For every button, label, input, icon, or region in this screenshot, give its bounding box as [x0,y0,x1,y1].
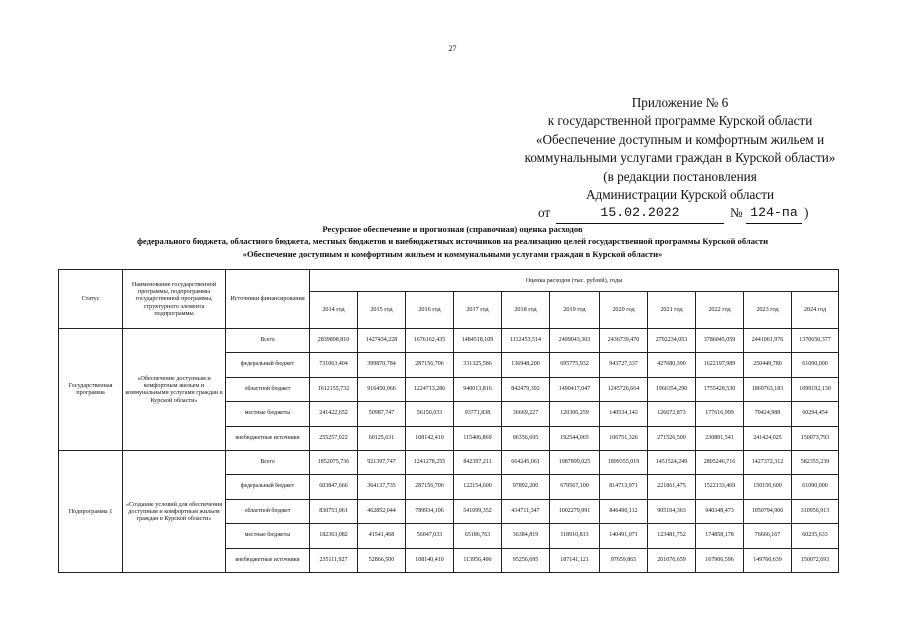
value-cell: 136948,200 [502,353,550,377]
value-cell: 95256,695 [502,548,550,572]
value-cell: 830753,061 [310,499,358,523]
close-paren: ) [804,205,809,221]
appendix-line: Администрации Курской области [585,187,775,203]
resolution-date: 15.02.2022 [556,204,724,223]
value-cell: 679567,100 [550,475,600,499]
value-cell: 434711,347 [502,499,550,523]
value-cell: 108142,410 [406,426,454,450]
table-row [59,329,839,353]
document-heading [0,223,905,260]
value-cell: 3786045,059 [696,329,744,353]
value-cell: 65186,763 [454,524,502,548]
value-cell: 56047,033 [406,524,454,548]
value-cell: 120306,259 [550,402,600,426]
value-cell: 113956,496 [454,548,502,572]
value-cell: 115406,869 [454,426,502,450]
value-cell: 192544,065 [550,426,600,450]
heading-line: федерального бюджета, областного бюджета, местных бюджетов и внебюджетных источников на реализацию целей государственной программы Курской области [136,236,769,247]
value-cell: 60125,631 [358,426,406,450]
value-cell: 814713,971 [600,475,648,499]
value-cell: 167906,596 [696,548,744,572]
value-cell: 93771,838 [454,402,502,426]
source-cell: внебюджетные источники [226,426,310,450]
value-cell: 331325,586 [454,353,502,377]
appendix-block [490,94,870,222]
value-cell: 846490,112 [600,499,648,523]
value-cell: 940348,473 [696,499,744,523]
value-cell: 1224713,286 [406,377,454,401]
value-cell: 122154,600 [454,475,502,499]
appendix-line: (в редакции постановления [603,168,757,184]
value-cell: 79424,988 [744,402,792,426]
year-header: 2018 год [502,292,550,329]
resource-table [58,269,839,573]
value-cell: 221861,475 [648,475,696,499]
year-header: 2020 год [600,292,648,329]
value-cell: 1899355,019 [600,450,648,474]
value-cell: 76666,167 [744,524,792,548]
heading-line: Ресурсное обеспечение и прогнозная (справочная) оценка расходов [322,224,583,234]
value-cell: 108140,410 [406,548,454,572]
value-cell: 60235,633 [792,524,839,548]
year-header: 2017 год [454,292,502,329]
value-cell: 60294,454 [792,402,839,426]
value-cell: 1852075,736 [310,450,358,474]
header-row [59,270,839,292]
value-cell: 36384,819 [502,524,550,548]
year-header: 2016 год [406,292,454,329]
value-cell: 603847,666 [310,475,358,499]
value-cell: 182363,082 [310,524,358,548]
year-header: 2021 год [648,292,696,329]
value-cell: 943727,337 [600,353,648,377]
value-cell: 2436739,470 [600,329,648,353]
value-cell: 664245,061 [502,450,550,474]
value-cell: 61090,000 [792,353,839,377]
value-cell: 2792234,053 [648,329,696,353]
value-cell: 310956,913 [792,499,839,523]
value-cell: 2839898,810 [310,329,358,353]
appendix-line: «Обеспечение доступным и комфортным жильем и [535,131,825,147]
date-prefix: от [538,205,551,221]
value-cell: 1484518,109 [454,329,502,353]
resolution-date-line [490,204,870,222]
appendix-line: Приложение № 6 [631,95,729,110]
value-cell: 50987,747 [358,402,406,426]
value-cell: 106751,326 [600,426,648,450]
value-cell: 1451524,249 [648,450,696,474]
value-cell: 150150,600 [744,475,792,499]
value-cell: 1427372,312 [744,450,792,474]
value-cell: 789934,106 [406,499,454,523]
page-number: 27 [448,44,457,53]
header-name: Наименование государственной программы, подпрограммы государственной программы, структурного элемента подпрограммы [123,270,226,329]
year-header: 2023 год [744,292,792,329]
value-cell: 287156,706 [406,353,454,377]
value-cell: 149760,639 [744,548,792,572]
value-cell: 1869763,183 [744,377,792,401]
value-cell: 1370650,377 [792,329,839,353]
source-cell: федеральный бюджет [226,353,310,377]
source-cell: областной бюджет [226,499,310,523]
value-cell: 1112453,514 [502,329,550,353]
year-header: 2015 год [358,292,406,329]
value-cell: 174858,178 [696,524,744,548]
year-header: 2024 год [792,292,839,329]
appendix-line: к государственной программе Курской области [547,113,813,129]
value-cell: 1245726,664 [600,377,648,401]
value-cell: 271526,500 [648,426,696,450]
table-row [59,450,839,474]
source-cell: Всего [226,329,310,353]
value-cell: 140534,143 [600,402,648,426]
value-cell: 1522133,469 [696,475,744,499]
value-cell: 1755428,530 [696,377,744,401]
year-header: 2022 год [696,292,744,329]
value-cell: 41541,468 [358,524,406,548]
header-estimate: Оценка расходов (тыс. рублей), годы [310,270,839,292]
value-cell: 695775,932 [550,353,600,377]
header-status: Статус [59,270,123,329]
value-cell: 1966354,290 [648,377,696,401]
value-cell: 255257,022 [310,426,358,450]
value-cell: 287156,706 [406,475,454,499]
source-cell: федеральный бюджет [226,475,310,499]
value-cell: 2441061,976 [744,329,792,353]
value-cell: 1490417,047 [550,377,600,401]
value-cell: 97892,200 [502,475,550,499]
value-cell: 2499043,303 [550,329,600,353]
source-cell: Всего [226,450,310,474]
value-cell: 582355,239 [792,450,839,474]
value-cell: 1427434,228 [358,329,406,353]
heading-line: «Обеспечение доступным и комфортным жильем и коммунальными услугами граждан в Курской области» [242,248,663,259]
value-cell: 201076,659 [648,548,696,572]
value-cell: 905104,363 [648,499,696,523]
value-cell: 842479,392 [502,377,550,401]
value-cell: 96356,695 [502,426,550,450]
value-cell: 118910,813 [550,524,600,548]
value-cell: 842397,211 [454,450,502,474]
value-cell: 1676162,435 [406,329,454,353]
value-cell: 1099192,130 [792,377,839,401]
value-cell: 1002279,991 [550,499,600,523]
value-cell: 399870,784 [358,353,406,377]
value-cell: 187141,121 [550,548,600,572]
value-cell: 1612155,732 [310,377,358,401]
source-cell: внебюджетные источники [226,548,310,572]
value-cell: 364137,735 [358,475,406,499]
status-cell: Подпрограмма 1 [59,450,123,572]
value-cell: 2805246,716 [696,450,744,474]
value-cell: 56150,033 [406,402,454,426]
value-cell: 36669,227 [502,402,550,426]
source-cell: областной бюджет [226,377,310,401]
value-cell: 1241278,255 [406,450,454,474]
value-cell: 250449,780 [744,353,792,377]
value-cell: 1987899,025 [550,450,600,474]
appendix-line: коммунальными услугами граждан в Курской области» [524,150,836,166]
value-cell: 241424,025 [744,426,792,450]
source-cell: местные бюджеты [226,402,310,426]
value-cell: 177616,999 [696,402,744,426]
value-cell: 731063,404 [310,353,358,377]
value-cell: 230801,541 [696,426,744,450]
status-cell: Государственная программа [59,329,123,451]
value-cell: 541099,352 [454,499,502,523]
value-cell: 126672,873 [648,402,696,426]
number-prefix: № [730,205,743,221]
program-name-cell: «Создание условий для обеспечения доступным и комфортным жильем граждан в Курской области» [123,450,226,572]
value-cell: 916450,066 [358,377,406,401]
value-cell: 52866,500 [358,548,406,572]
value-cell: 1622197,989 [696,353,744,377]
value-cell: 97659,865 [600,548,648,572]
value-cell: 150073,793 [792,426,839,450]
value-cell: 123481,752 [648,524,696,548]
header-source: Источники финансирования [226,270,310,329]
year-header: 2019 год [550,292,600,329]
year-header: 2014 год [310,292,358,329]
value-cell: 462852,044 [358,499,406,523]
value-cell: 940013,816 [454,377,502,401]
table-body [59,329,839,573]
value-cell: 241422,652 [310,402,358,426]
value-cell: 427680,390 [648,353,696,377]
value-cell: 921397,747 [358,450,406,474]
value-cell: 1050794,906 [744,499,792,523]
value-cell: 61090,000 [792,475,839,499]
value-cell: 140491,071 [600,524,648,548]
source-cell: местные бюджеты [226,524,310,548]
program-name-cell: «Обеспечение доступным и комфортным жильем и коммунальными услугами граждан в Курской области» [123,329,226,451]
resolution-number: 124-па [746,204,802,223]
value-cell: 235111,927 [310,548,358,572]
value-cell: 150072,693 [792,548,839,572]
